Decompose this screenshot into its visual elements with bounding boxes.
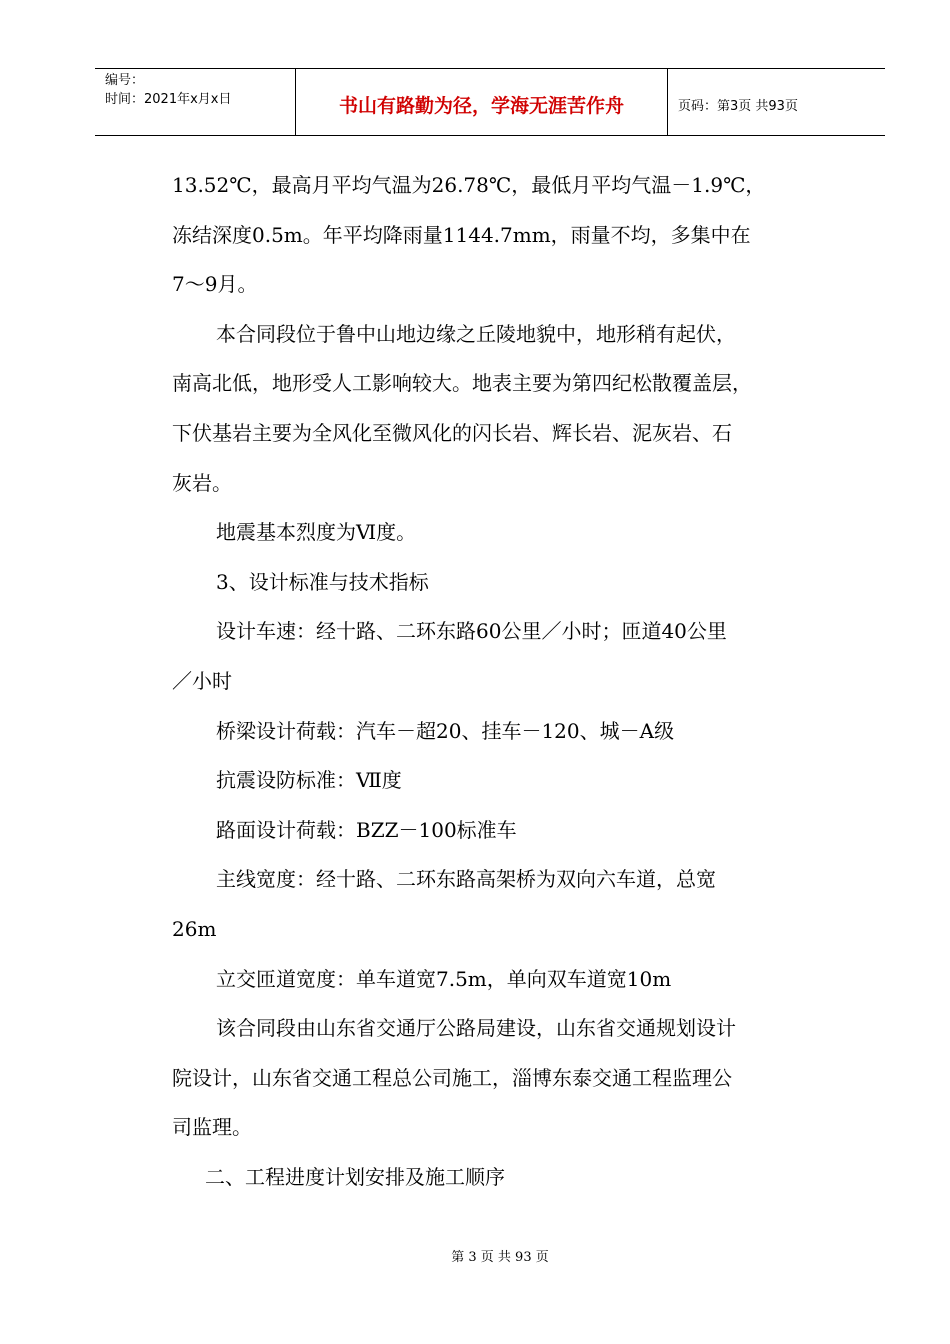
document-body [172, 161, 817, 1202]
body-line: 立交匝道宽度：单车道宽7.5m，单向双车道宽10m [216, 966, 672, 991]
section-heading: 3、设计标准与技术指标 [216, 569, 429, 594]
body-line: 院设计，山东省交通工程总公司施工，淄博东泰交通工程监理公 [172, 1065, 732, 1090]
body-line: 抗震设防标准：Ⅶ度 [216, 768, 402, 793]
document-number-label: 编号： [105, 73, 145, 88]
body-line: 灰岩。 [172, 470, 232, 495]
body-line: 13.52℃，最高月平均气温为26.78℃，最低月平均气温－1.9℃， [172, 173, 766, 197]
document-time-label: 时间：2021年x月x日 [105, 92, 232, 107]
header-motto: 书山有路勤为径，学海无涯苦作舟 [295, 69, 668, 135]
section-heading: 二、工程进度计划安排及施工顺序 [205, 1164, 505, 1189]
page-footer: 第 3 页 共 93 页 [451, 1250, 549, 1265]
body-line: 冻结深度0.5m。年平均降雨量1144.7mm，雨量不均，多集中在 [172, 222, 751, 247]
body-line: 7～9月。 [172, 272, 258, 297]
body-line: 本合同段位于鲁中山地边缘之丘陵地貌中，地形稍有起伏， [216, 321, 736, 346]
body-line: 南高北低，地形受人工影响较大。地表主要为第四纪松散覆盖层， [172, 371, 752, 396]
body-line: 路面设计荷载：BZZ－100标准车 [216, 817, 517, 842]
header-page-info: 页码：第3页 共93页 [678, 98, 798, 114]
body-line: 下伏基岩主要为全风化至微风化的闪长岩、辉长岩、泥灰岩、石 [172, 420, 732, 445]
body-line: 26m [172, 916, 217, 941]
body-line: 主线宽度：经十路、二环东路高架桥为双向六车道，总宽 [216, 867, 716, 892]
body-line: ／小时 [172, 668, 232, 693]
body-line: 设计车速：经十路、二环东路60公里／小时；匝道40公里 [216, 619, 727, 644]
header-meta [95, 69, 295, 135]
body-line: 桥梁设计荷载：汽车－超20、挂车－120、城－A级 [216, 718, 675, 743]
body-line: 该合同段由山东省交通厅公路局建设，山东省交通规划设计 [216, 1016, 736, 1041]
body-line: 司监理。 [172, 1115, 252, 1140]
body-line: 地震基本烈度为Ⅵ度。 [216, 520, 417, 545]
document-header [95, 68, 885, 136]
